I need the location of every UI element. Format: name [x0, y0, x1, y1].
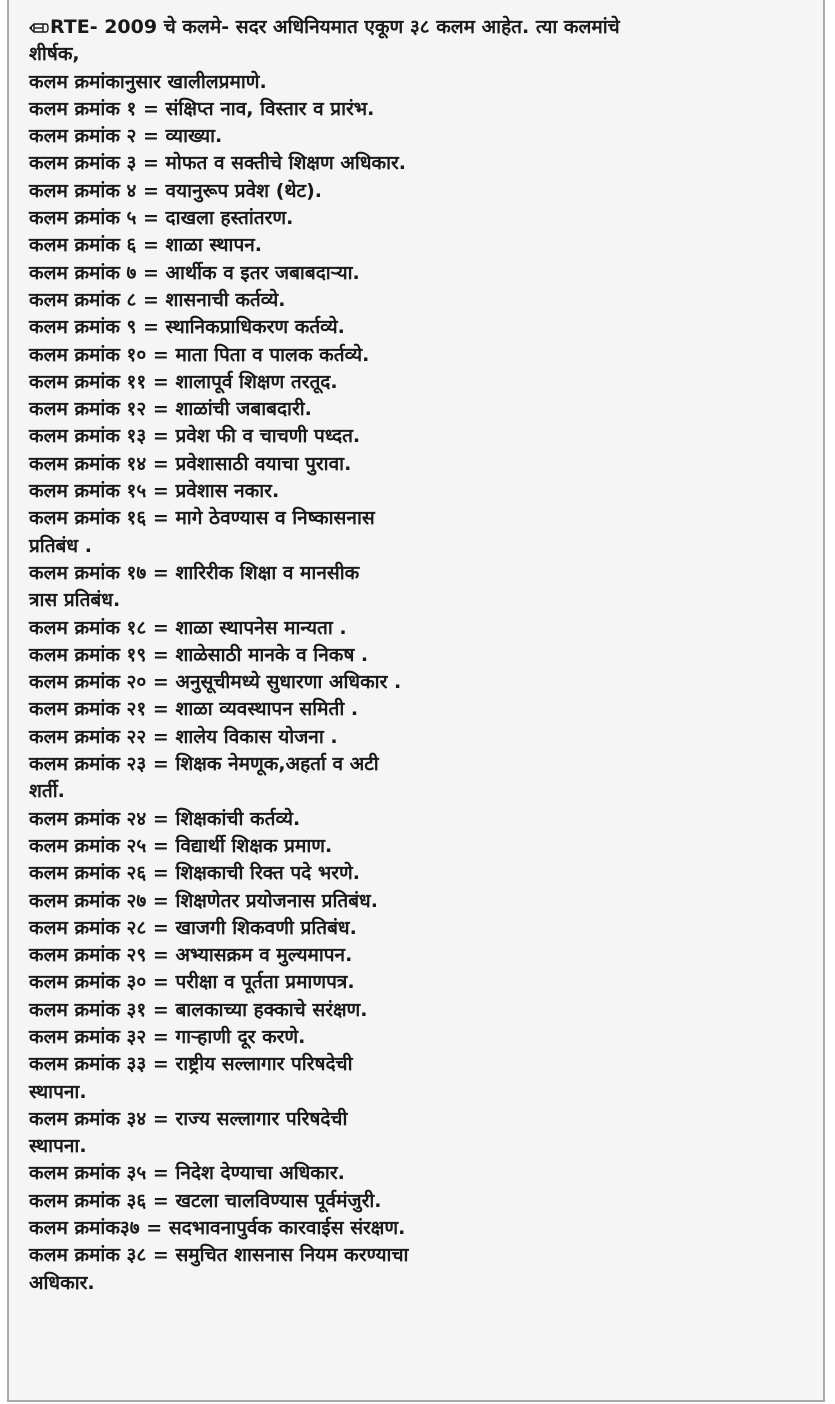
section-item: [29, 888, 669, 915]
section-item: [29, 423, 669, 450]
section-line: कलम क्रमांक २५ = विद्यार्थी शिक्षक प्रमाण.: [29, 834, 333, 857]
section-line: कलम क्रमांक २० = अनुसूचीमध्ये सुधारणा अधिकार .: [29, 671, 402, 694]
section-item: [29, 123, 669, 150]
section-item: [29, 1024, 669, 1051]
section-item: [29, 969, 669, 996]
section-line: कलम क्रमांक ५ = दाखला हस्तांतरण.: [29, 207, 294, 230]
section-line: कलम क्रमांक ८ = शासनाची कर्तव्ये.: [29, 288, 286, 311]
section-item: [29, 560, 669, 615]
section-item: [29, 369, 669, 396]
section-item: [29, 751, 669, 806]
section-item: [29, 642, 669, 669]
section-line: कलम क्रमांक ७ = आर्थीक व इतर जबाबदाऱ्या.: [29, 261, 360, 284]
section-item: [29, 724, 669, 751]
section-line: कलम क्रमांक १६ = मागे ठेवण्यास व निष्कासनास: [29, 507, 375, 530]
section-item: [29, 1242, 669, 1297]
section-line: स्थापना.: [29, 1080, 87, 1103]
section-item: [29, 396, 669, 423]
section-item: [29, 451, 669, 478]
section-line: कलम क्रमांक ३८ = समुचित शासनास नियम करण्याचा: [29, 1244, 409, 1267]
section-line: कलम क्रमांक १४ = प्रवेशासाठी वयाचा पुरावा.: [29, 452, 352, 475]
section-list: [29, 96, 669, 1297]
section-item: [29, 96, 669, 123]
section-item: [29, 342, 669, 369]
section-line: कलम क्रमांक २९ = अभ्यासक्रम व मुल्यमापन.: [29, 944, 353, 967]
section-line: कलम क्रमांक २७ = शिक्षणेतर प्रयोजनास प्रतिबंध.: [29, 889, 378, 912]
section-item: [29, 314, 669, 341]
section-line: कलम क्रमांक ३३ = राष्ट्रीय सल्लागार परिषदेची: [29, 1053, 353, 1076]
section-item: [29, 860, 669, 887]
section-line: कलम क्रमांक १९ = शाळेसाठी मानके व निकष .: [29, 643, 369, 666]
section-line: कलम क्रमांक ३६ = खटला चालविण्यास पूर्वमंजुरी.: [29, 1189, 382, 1212]
section-item: [29, 806, 669, 833]
section-item: [29, 669, 669, 696]
section-item: [29, 260, 669, 287]
section-line: कलम क्रमांक १० = माता पिता व पालक कर्तव्ये.: [29, 343, 370, 366]
section-item: [29, 833, 669, 860]
section-line: कलम क्रमांक ९ = स्थानिकप्राधिकरण कर्तव्ये.: [29, 316, 345, 339]
section-line: त्रास प्रतिबंध.: [29, 589, 121, 612]
header-line-1: [29, 14, 669, 41]
section-line: कलम क्रमांक १८ = शाळा स्थापनेस मान्यता .: [29, 616, 347, 639]
section-line: कलम क्रमांक १ = संक्षिप्त नाव, विस्तार व प्रारंभ.: [29, 97, 375, 120]
section-line: कलम क्रमांक३७ = सदभावनापुर्वक कारवाईस संरक्षण.: [29, 1217, 406, 1240]
section-line: कलम क्रमांक २१ = शाळा व्यवस्थापन समिती .: [29, 698, 359, 721]
section-line: कलम क्रमांक १७ = शारिरीक शिक्षा व मानसीक: [29, 561, 360, 584]
section-item: [29, 478, 669, 505]
section-line: कलम क्रमांक २ = व्याख्या.: [29, 125, 223, 148]
section-line: प्रतिबंध .: [29, 534, 92, 557]
section-item: [29, 287, 669, 314]
section-line: कलम क्रमांक ११ = शालापूर्व शिक्षण तरतूद.: [29, 370, 338, 393]
section-item: [29, 915, 669, 942]
section-line: कलम क्रमांक २६ = शिक्षकाची रिक्त पदे भरणे.: [29, 862, 360, 885]
section-line: कलम क्रमांक ३० = परीक्षा व पूर्तता प्रमाणपत्र.: [29, 971, 355, 994]
section-item: [29, 232, 669, 259]
document-body: [29, 14, 669, 1297]
header-title-text: RTE- 2009 चे कलमे- सदर अधिनियमात एकूण ३८ कलम आहेत. त्या कलमांचे: [50, 16, 620, 38]
section-line: कलम क्रमांक ३२ = गाऱ्हाणी दूर करणे.: [29, 1025, 306, 1048]
section-item: [29, 615, 669, 642]
section-line: कलम क्रमांक २८ = खाजगी शिकवणी प्रतिबंध.: [29, 916, 357, 939]
section-line: अधिकार.: [29, 1271, 95, 1294]
section-item: [29, 1160, 669, 1187]
section-line: कलम क्रमांक १५ = प्रवेशास नकार.: [29, 480, 280, 503]
section-line: कलम क्रमांक २२ = शालेय विकास योजना .: [29, 725, 338, 748]
section-line: कलम क्रमांक २३ = शिक्षक नेमणूक,अहर्ता व अटी: [29, 753, 379, 776]
section-line: स्थापना.: [29, 1135, 87, 1158]
section-line: कलम क्रमांक १३ = प्रवेश फी व चाचणी पध्दत.: [29, 425, 361, 448]
section-item: [29, 942, 669, 969]
section-item: [29, 1215, 669, 1242]
section-line: कलम क्रमांक ३१ = बालकाच्या हक्काचे सरंक्षण.: [29, 998, 368, 1021]
section-item: [29, 1188, 669, 1215]
header-line-2: शीर्षक,: [29, 43, 80, 66]
section-item: [29, 205, 669, 232]
section-item: [29, 997, 669, 1024]
section-line: कलम क्रमांक ३ = मोफत व सक्तीचे शिक्षण अधिकार.: [29, 152, 407, 175]
section-line: कलम क्रमांक २४ = शिक्षकांची कर्तव्ये.: [29, 807, 301, 830]
section-line: कलम क्रमांक ६ = शाळा स्थापन.: [29, 234, 263, 257]
section-line: कलम क्रमांक ३५ = निदेश देण्याचा अधिकार.: [29, 1162, 345, 1185]
section-line: कलम क्रमांक ४ = वयानुरूप प्रवेश (थेट).: [29, 179, 322, 202]
section-item: [29, 1106, 669, 1161]
section-item: [29, 505, 669, 560]
section-item: [29, 696, 669, 723]
document-frame: [7, 0, 825, 1402]
section-item: [29, 178, 669, 205]
section-line: कलम क्रमांक १२ = शाळांची जबाबदारी.: [29, 398, 312, 421]
pencil-icon: [29, 22, 49, 34]
section-line: शर्ती.: [29, 780, 65, 803]
section-line: कलम क्रमांक ३४ = राज्य सल्लागार परिषदेची: [29, 1107, 348, 1130]
header-line-3: कलम क्रमांकानुसार खालीलप्रमाणे.: [29, 70, 267, 93]
section-item: [29, 1051, 669, 1106]
section-item: [29, 150, 669, 177]
